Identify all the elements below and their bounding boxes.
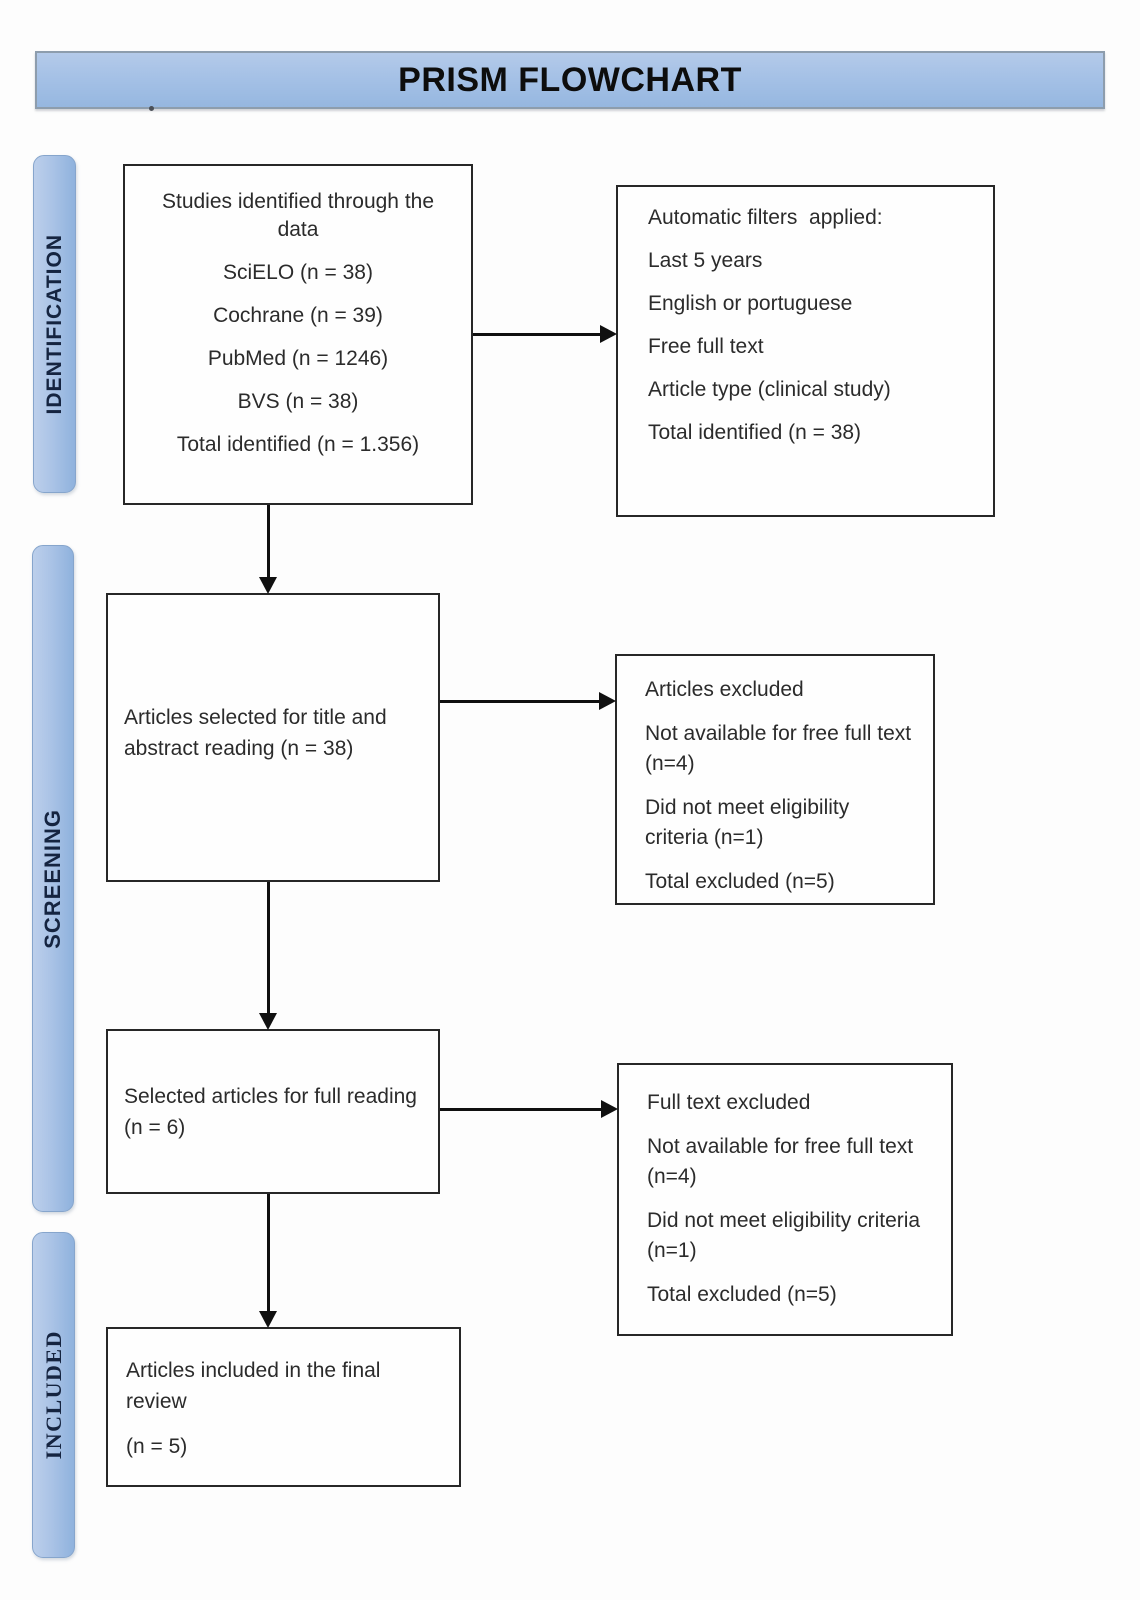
box-included-final-review <box>106 1327 461 1487</box>
arrow-fullreading-to-included-head <box>259 1311 277 1328</box>
filter-last-5-years: Last 5 years <box>648 249 763 272</box>
stage-bar-included <box>32 1232 75 1558</box>
filter-language: English or portuguese <box>648 292 853 315</box>
filter-free-full-text: Free full text <box>648 335 764 358</box>
stage-bar-screening <box>32 545 74 1212</box>
ft-total-excluded: Total excluded (n=5) <box>647 1283 837 1306</box>
page-title: PRISM FLOWCHART <box>398 60 742 99</box>
arrow-fullreading-to-ftexcluded-head <box>601 1100 618 1118</box>
arrow-screening-to-excluded-head <box>599 692 616 710</box>
box-full-reading <box>106 1029 440 1194</box>
arrow-identified-to-filters-head <box>600 325 617 343</box>
full-text-excluded-heading: Full text excluded <box>647 1091 811 1114</box>
arrow-identified-to-filters-line <box>473 333 601 336</box>
scan-artifact-dot <box>149 106 154 111</box>
total-excluded: Total excluded (n=5) <box>645 870 835 893</box>
total-identified: Total identified (n = 1.356) <box>176 433 420 456</box>
stage-label-screening: SCREENING <box>40 808 65 949</box>
arrow-identified-to-screening-line <box>267 505 270 578</box>
title-abstract-text: Articles selected for title and abstract reading (n = 38) <box>124 705 387 760</box>
stage-label-included: INCLUDED <box>40 1330 66 1460</box>
arrow-screening-to-fullreading-line <box>267 882 270 1014</box>
arrow-fullreading-to-ftexcluded-line <box>440 1108 602 1111</box>
box-studies-identified-title: Studies identified through the data <box>161 190 435 241</box>
filters-heading: Automatic filters applied: <box>648 206 883 229</box>
stage-bar-identification <box>33 155 76 493</box>
ft-excluded-eligibility-criteria: Did not meet eligibility criteria (n=1) <box>647 1209 921 1262</box>
included-final-count: (n = 5) <box>126 1435 188 1458</box>
filter-article-type: Article type (clinical study) <box>648 378 891 401</box>
excluded-eligibility-criteria: Did not meet eligibility criteria (n=1) <box>645 796 850 849</box>
source-pubmed: PubMed (n = 1246) <box>207 347 389 370</box>
ft-excluded-no-free-full-text: Not available for free full text (n=4) <box>647 1135 914 1188</box>
box-articles-excluded <box>615 654 935 905</box>
full-reading-text: Selected articles for full reading (n = 6) <box>124 1084 417 1139</box>
arrow-fullreading-to-included-line <box>267 1194 270 1312</box>
box-automatic-filters <box>616 185 995 517</box>
excluded-no-free-full-text: Not available for free full text (n=4) <box>645 722 912 775</box>
source-cochrane: Cochrane (n = 39) <box>213 304 383 327</box>
box-title-abstract-reading <box>106 593 440 882</box>
box-full-text-excluded <box>617 1063 953 1336</box>
box-studies-identified <box>123 164 473 505</box>
arrow-screening-to-excluded-line <box>440 700 600 703</box>
title-bar <box>35 51 1105 109</box>
arrow-screening-to-fullreading-head <box>259 1013 277 1030</box>
included-final-text: Articles included in the final review <box>126 1359 381 1413</box>
source-bvs: BVS (n = 38) <box>237 390 359 413</box>
source-scielo: SciELO (n = 38) <box>223 261 373 284</box>
stage-label-identification: IDENTIFICATION <box>42 233 66 415</box>
arrow-identified-to-screening-head <box>259 577 277 594</box>
articles-excluded-heading: Articles excluded <box>645 678 804 701</box>
filters-total-identified: Total identified (n = 38) <box>648 421 862 444</box>
